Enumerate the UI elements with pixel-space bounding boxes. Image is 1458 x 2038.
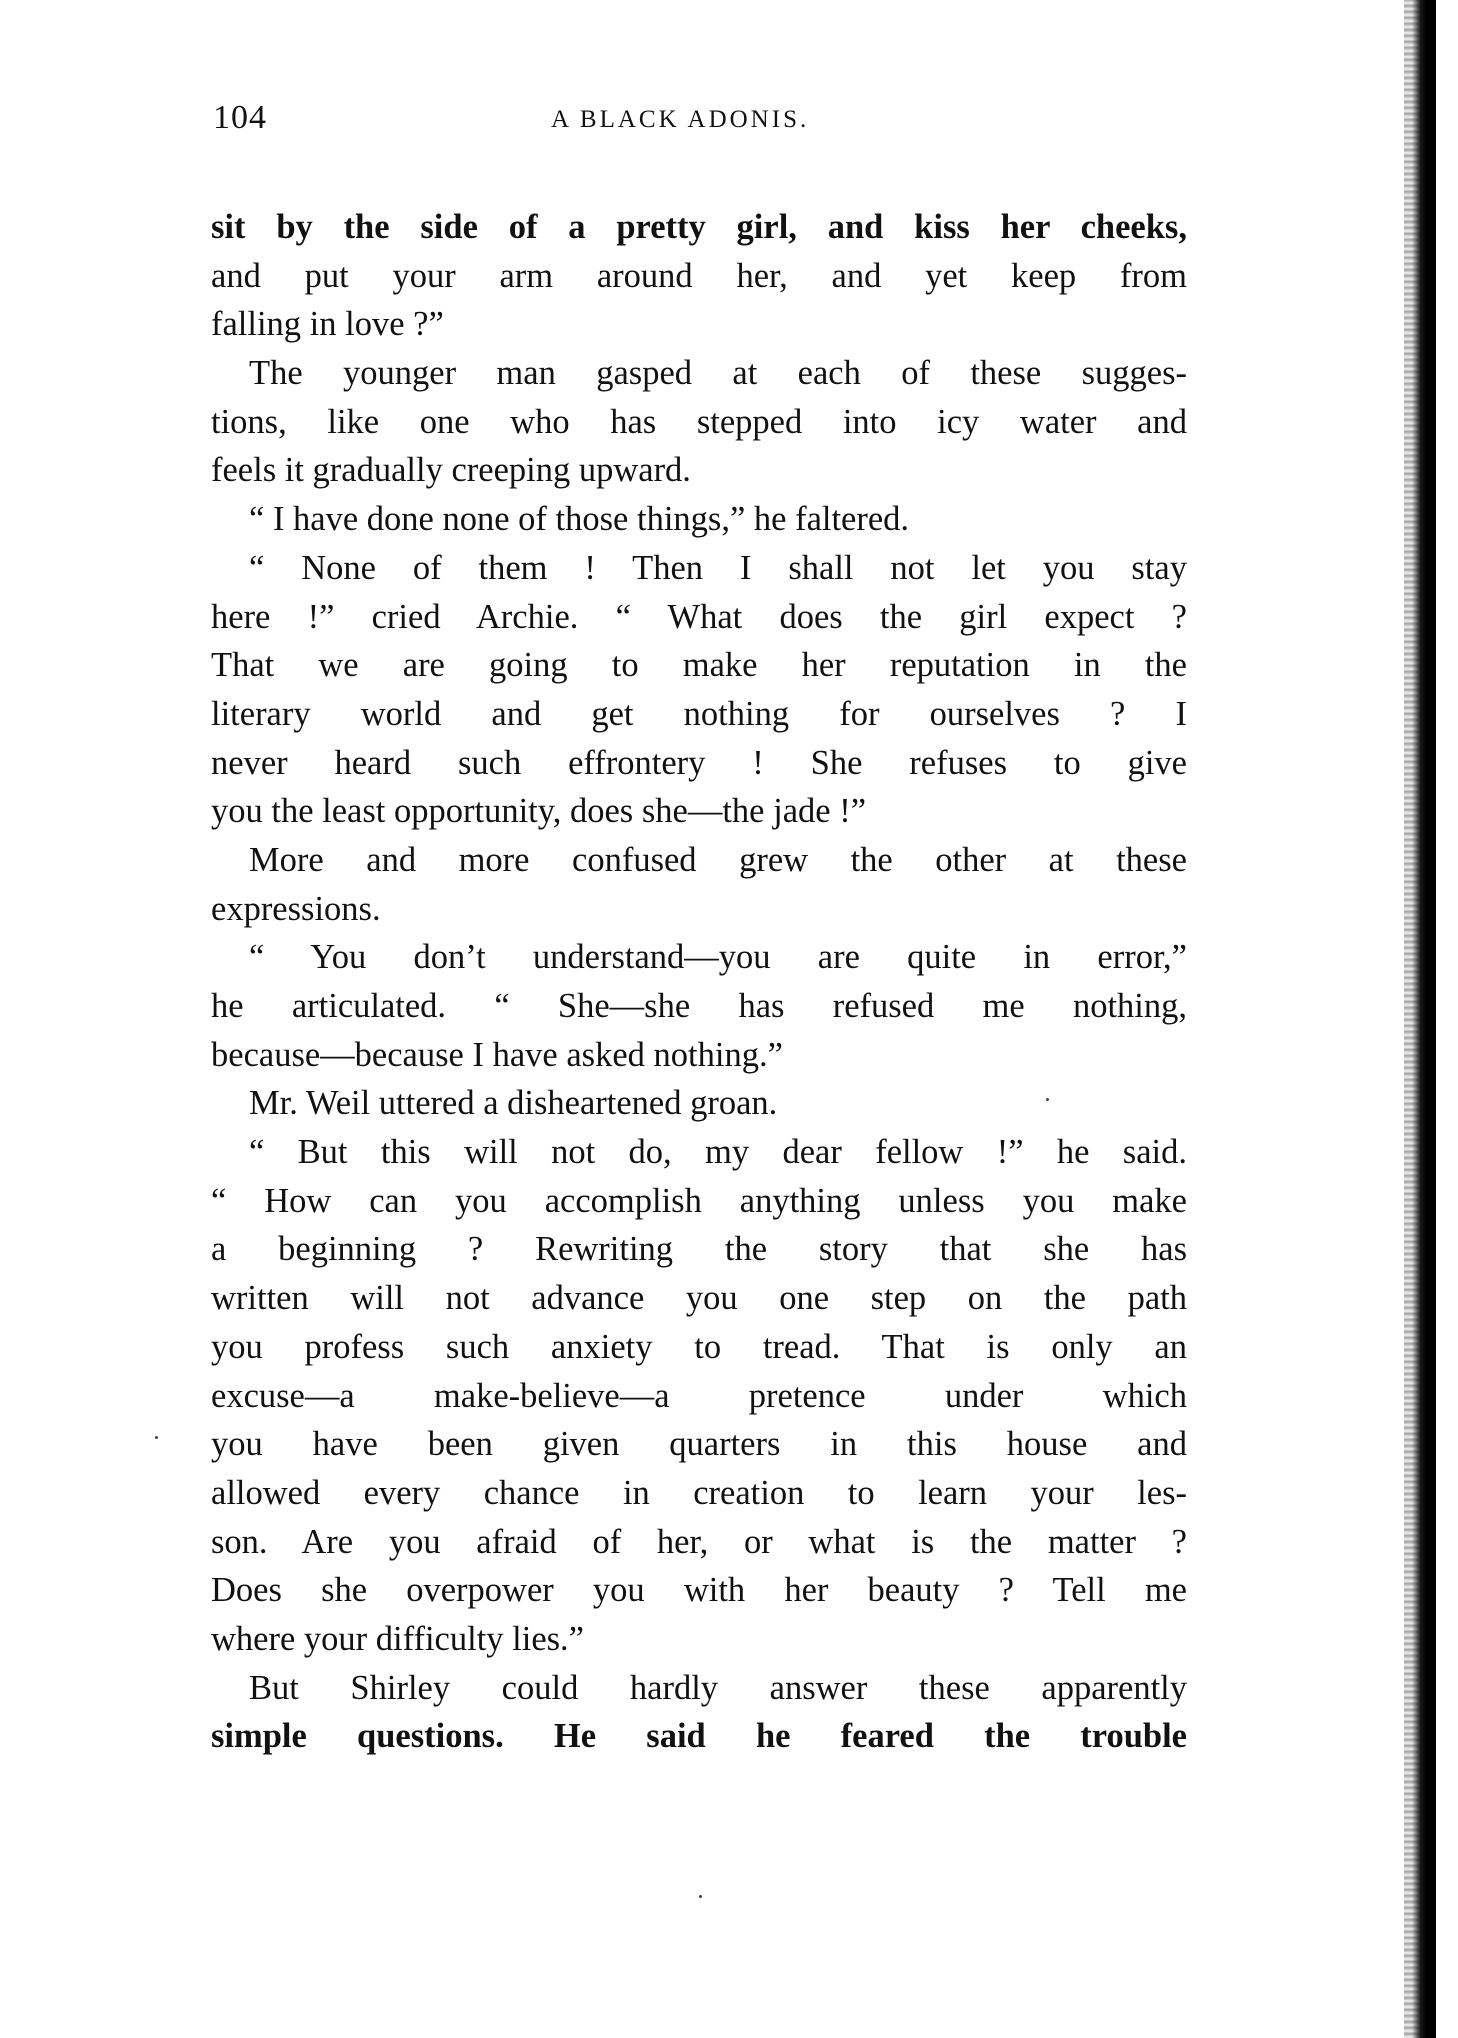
text-line: son. Are you afraid of her, or what is the matter ? bbox=[211, 1522, 1187, 1561]
text-line: allowed every chance in creation to learn your les- bbox=[211, 1473, 1187, 1512]
text-line: excuse—a make-believe—a pretence under which bbox=[211, 1376, 1187, 1415]
scan-speck bbox=[155, 1436, 158, 1439]
text-line: But Shirley could hardly answer these apparently bbox=[249, 1668, 1187, 1707]
text-line: expressions. bbox=[211, 889, 381, 928]
text-line: you have been given quarters in this house and bbox=[211, 1425, 1187, 1464]
text-line: tions, like one who has stepped into icy water and bbox=[211, 402, 1187, 441]
text-line: “ How can you accomplish anything unless you make bbox=[211, 1181, 1187, 1220]
running-head bbox=[211, 96, 1187, 140]
scan-speck bbox=[1046, 1098, 1049, 1101]
text-line: “ I have done none of those things,” he faltered. bbox=[249, 500, 910, 539]
page-number: 104 bbox=[213, 99, 267, 136]
text-line: written will not advance you one step on the path bbox=[211, 1279, 1187, 1318]
text-line: he articulated. “ She—she has refused me nothing, bbox=[211, 987, 1187, 1025]
text-line: and put your arm around her, and yet keep from bbox=[211, 256, 1187, 295]
text-line: That we are going to make her reputation in the bbox=[211, 646, 1187, 685]
running-title: A BLACK ADONIS. bbox=[551, 106, 810, 133]
text-line: falling in love ?” bbox=[211, 305, 444, 344]
text-line: literary world and get nothing for ourselves ? I bbox=[211, 694, 1187, 733]
text-line: “ But this will not do, my dear fellow !” he said. bbox=[249, 1133, 1187, 1172]
text-line: you profess such anxiety to tread. That is only an bbox=[211, 1327, 1187, 1366]
text-line: “ You don’t understand—you are quite in error,” bbox=[249, 938, 1187, 977]
text-line: here !” cried Archie. “ What does the girl expect ? bbox=[211, 597, 1187, 636]
scan-speck bbox=[699, 1895, 702, 1898]
text-line: you the least opportunity, does she—the jade !” bbox=[211, 792, 867, 831]
body-text bbox=[211, 203, 1187, 1761]
text-line: Does she overpower you with her beauty ? Tell me bbox=[211, 1571, 1187, 1610]
page-edge-shadow bbox=[1412, 0, 1436, 2038]
text-line: feels it gradually creeping upward. bbox=[211, 451, 691, 490]
text-line: never heard such effrontery ! She refuses to give bbox=[211, 743, 1187, 782]
text-line: The younger man gasped at each of these sugges- bbox=[249, 354, 1187, 393]
text-line: simple questions. He said he feared the trouble bbox=[211, 1717, 1187, 1756]
text-line: because—because I have asked nothing.” bbox=[211, 1035, 783, 1074]
text-line: sit by the side of a pretty girl, and kiss her cheeks, bbox=[211, 208, 1187, 246]
text-line: where your difficulty lies.” bbox=[211, 1619, 584, 1658]
text-line: Mr. Weil uttered a disheartened groan. bbox=[249, 1084, 778, 1123]
text-line: “ None of them ! Then I shall not let you stay bbox=[249, 548, 1187, 587]
text-line: More and more confused grew the other at these bbox=[249, 840, 1187, 879]
text-line: a beginning ? Rewriting the story that she has bbox=[211, 1230, 1187, 1269]
